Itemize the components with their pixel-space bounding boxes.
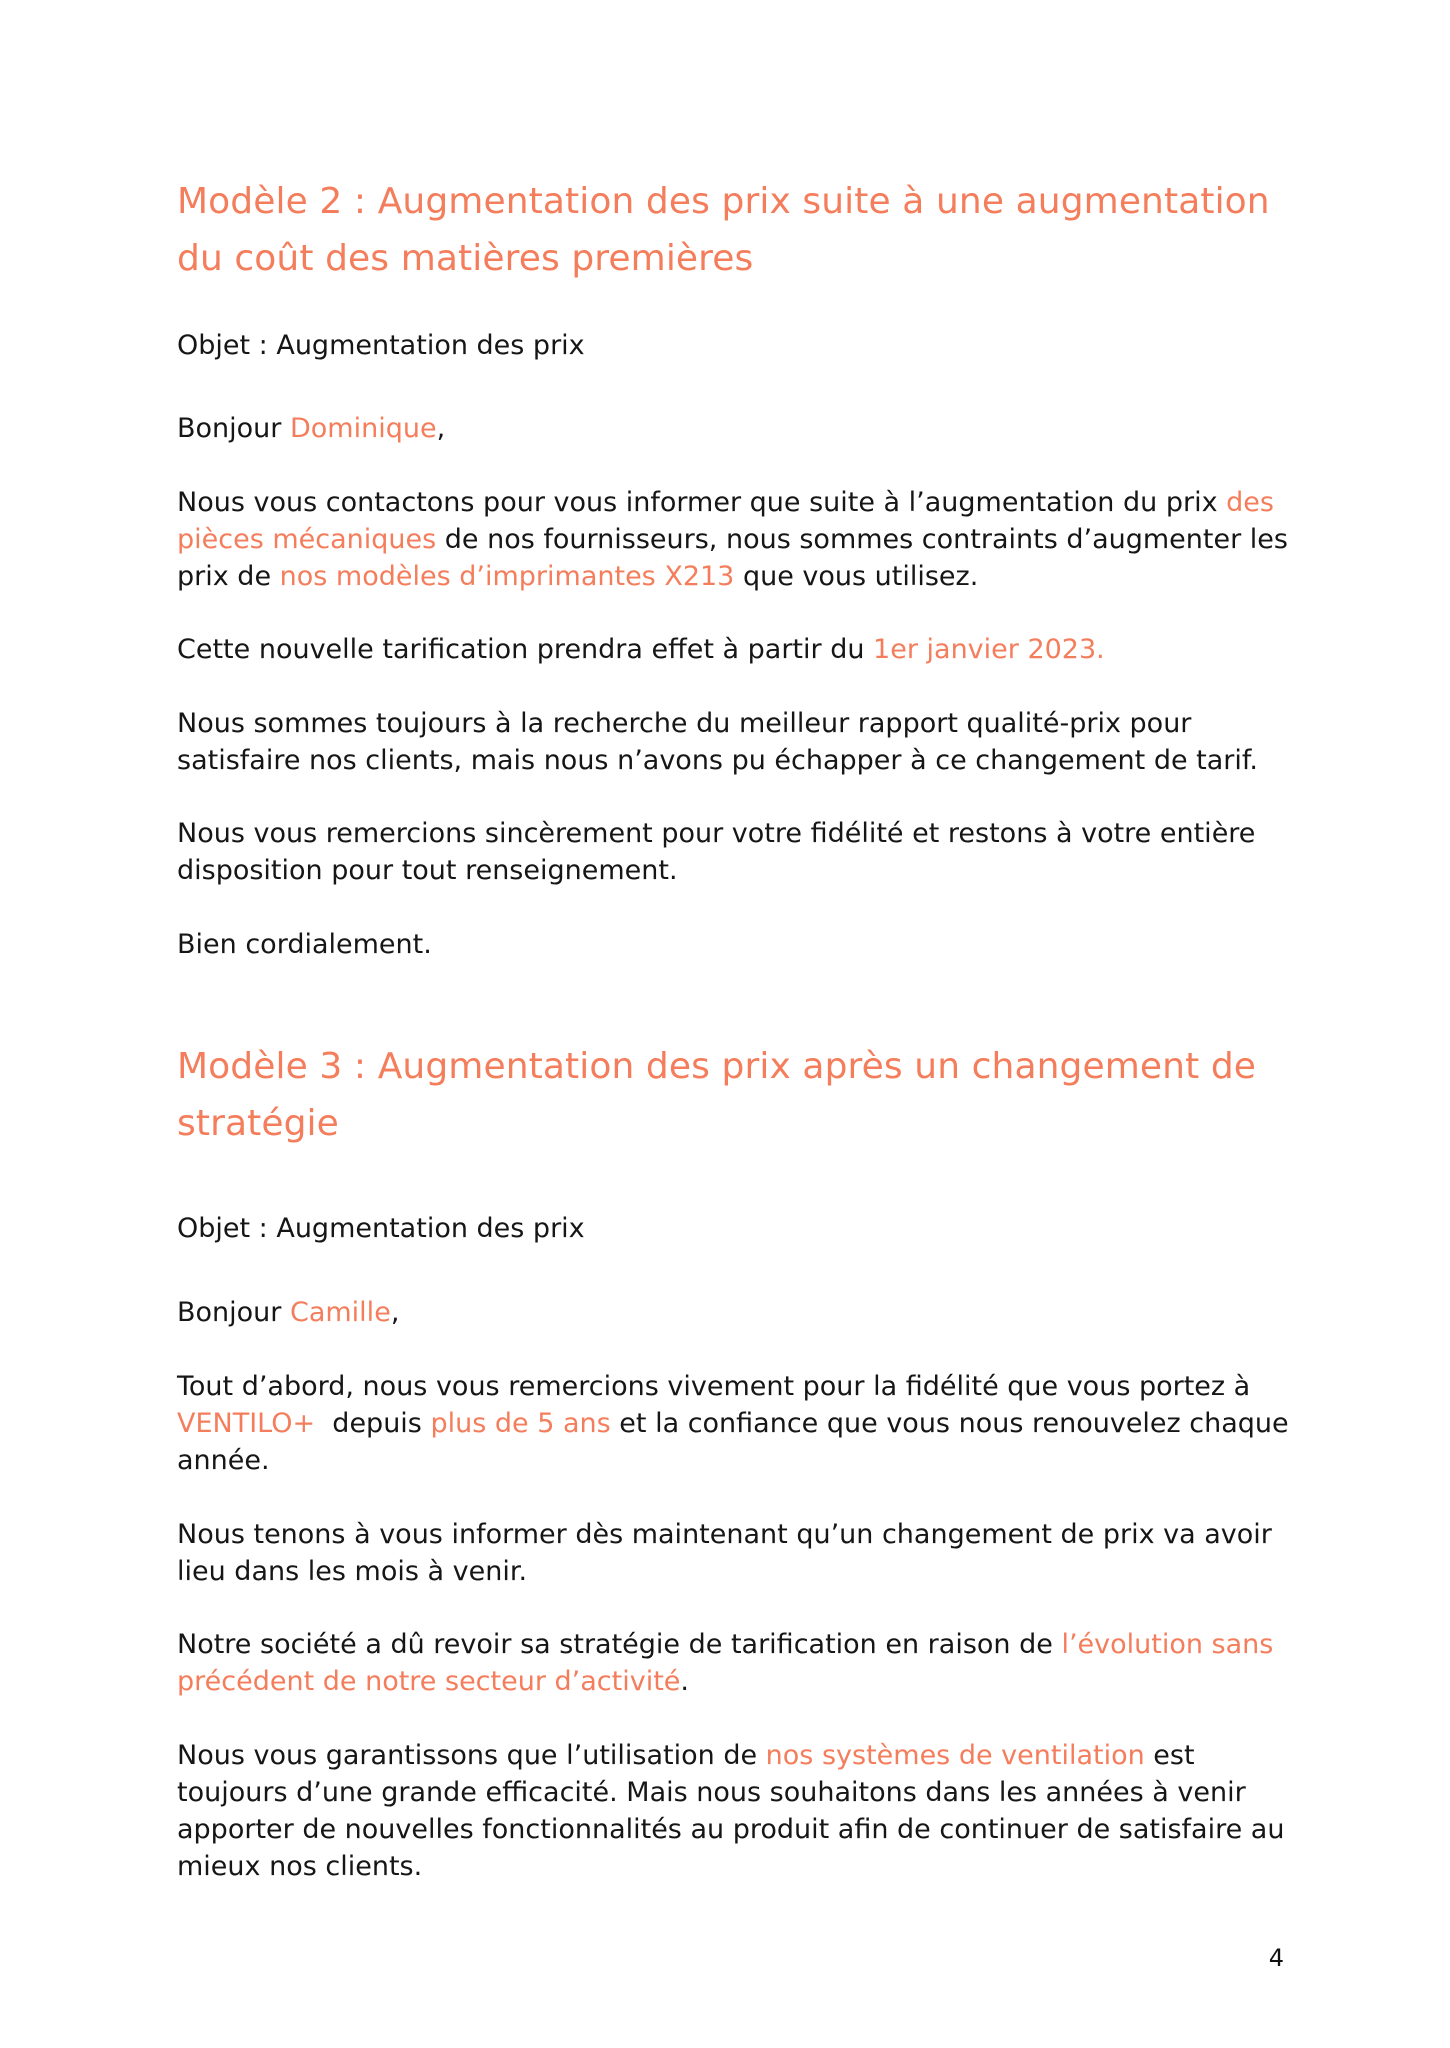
recipient-name: Camille [289, 1297, 391, 1328]
model-3-paragraph-4: Nous vous garantissons que l’utilisation de nos systèmes de ventilation est toujours d’une grande efficacité. Mais nous souhaitons dans les années à venir apporter de nouvelles fonctionnalités au produit afin de continuer de satisfaire au mieux nos clients. [177, 1740, 1285, 1882]
model-2-closing: Bien cordialement. [177, 929, 432, 960]
model-2-title: Modèle 2 : Augmentation des prix suite à une augmentation du coût des matières premières [177, 181, 1270, 279]
greeting-suffix: , [436, 413, 446, 444]
model-3-greeting [177, 1294, 1297, 1331]
highlight-evolution: l’évolution sans précédent de notre secteur d’activité [177, 1629, 1274, 1697]
model-3-subject: Objet : Augmentation des prix [177, 1213, 585, 1244]
model-2-subject: Objet : Augmentation des prix [177, 330, 585, 361]
greeting-suffix: , [390, 1297, 400, 1328]
model-2-greeting [177, 410, 1297, 447]
page-number: 4 [1268, 1944, 1284, 1972]
model-3-paragraph-2: Nous tenons à vous informer dès maintenant qu’un changement de prix va avoir lieu dans les mois à venir. [177, 1519, 1272, 1587]
highlight-date: 1er janvier 2023. [873, 634, 1105, 665]
model-3-title: Modèle 3 : Augmentation des prix après un changement de stratégie [177, 1046, 1257, 1144]
model-2-paragraph-4: Nous vous remercions sincèrement pour votre fidélité et restons à votre entière disposition pour tout renseignement. [177, 818, 1256, 886]
highlight-systems: nos systèmes de ventilation [765, 1740, 1145, 1771]
model-3-paragraph-3: Notre société a dû revoir sa stratégie de tarification en raison de l’évolution sans précédent de notre secteur d’activité. [177, 1629, 1274, 1697]
highlight-product: nos modèles d’imprimantes X213 [279, 561, 735, 592]
recipient-name: Dominique [289, 413, 437, 444]
highlight-duration: plus de 5 ans [430, 1408, 611, 1439]
highlight-parts: des pièces mécaniques [177, 487, 1274, 555]
model-3-paragraph-1: Tout d’abord, nous vous remercions vivement pour la fidélité que vous portez à VENTILO+ depuis plus de 5 ans et la confiance que vous nous renouvelez chaque année. [177, 1371, 1289, 1476]
model-2-paragraph-2: Cette nouvelle tarification prendra effet à partir du 1er janvier 2023. [177, 634, 1105, 665]
greeting-prefix: Bonjour [177, 413, 290, 444]
greeting-prefix: Bonjour [177, 1297, 290, 1328]
model-2-paragraph-1: Nous vous contactons pour vous informer que suite à l’augmentation du prix des pièces mécaniques de nos fournisseurs, nous sommes contraints d’augmenter les prix de nos modèles d’imprimantes X213 que vous utilisez. [177, 487, 1288, 592]
model-2-paragraph-3: Nous sommes toujours à la recherche du meilleur rapport qualité-prix pour satisfaire nos clients, mais nous n’avons pu échapper à ce changement de tarif. [177, 708, 1259, 776]
highlight-brand: VENTILO+ [177, 1408, 316, 1439]
